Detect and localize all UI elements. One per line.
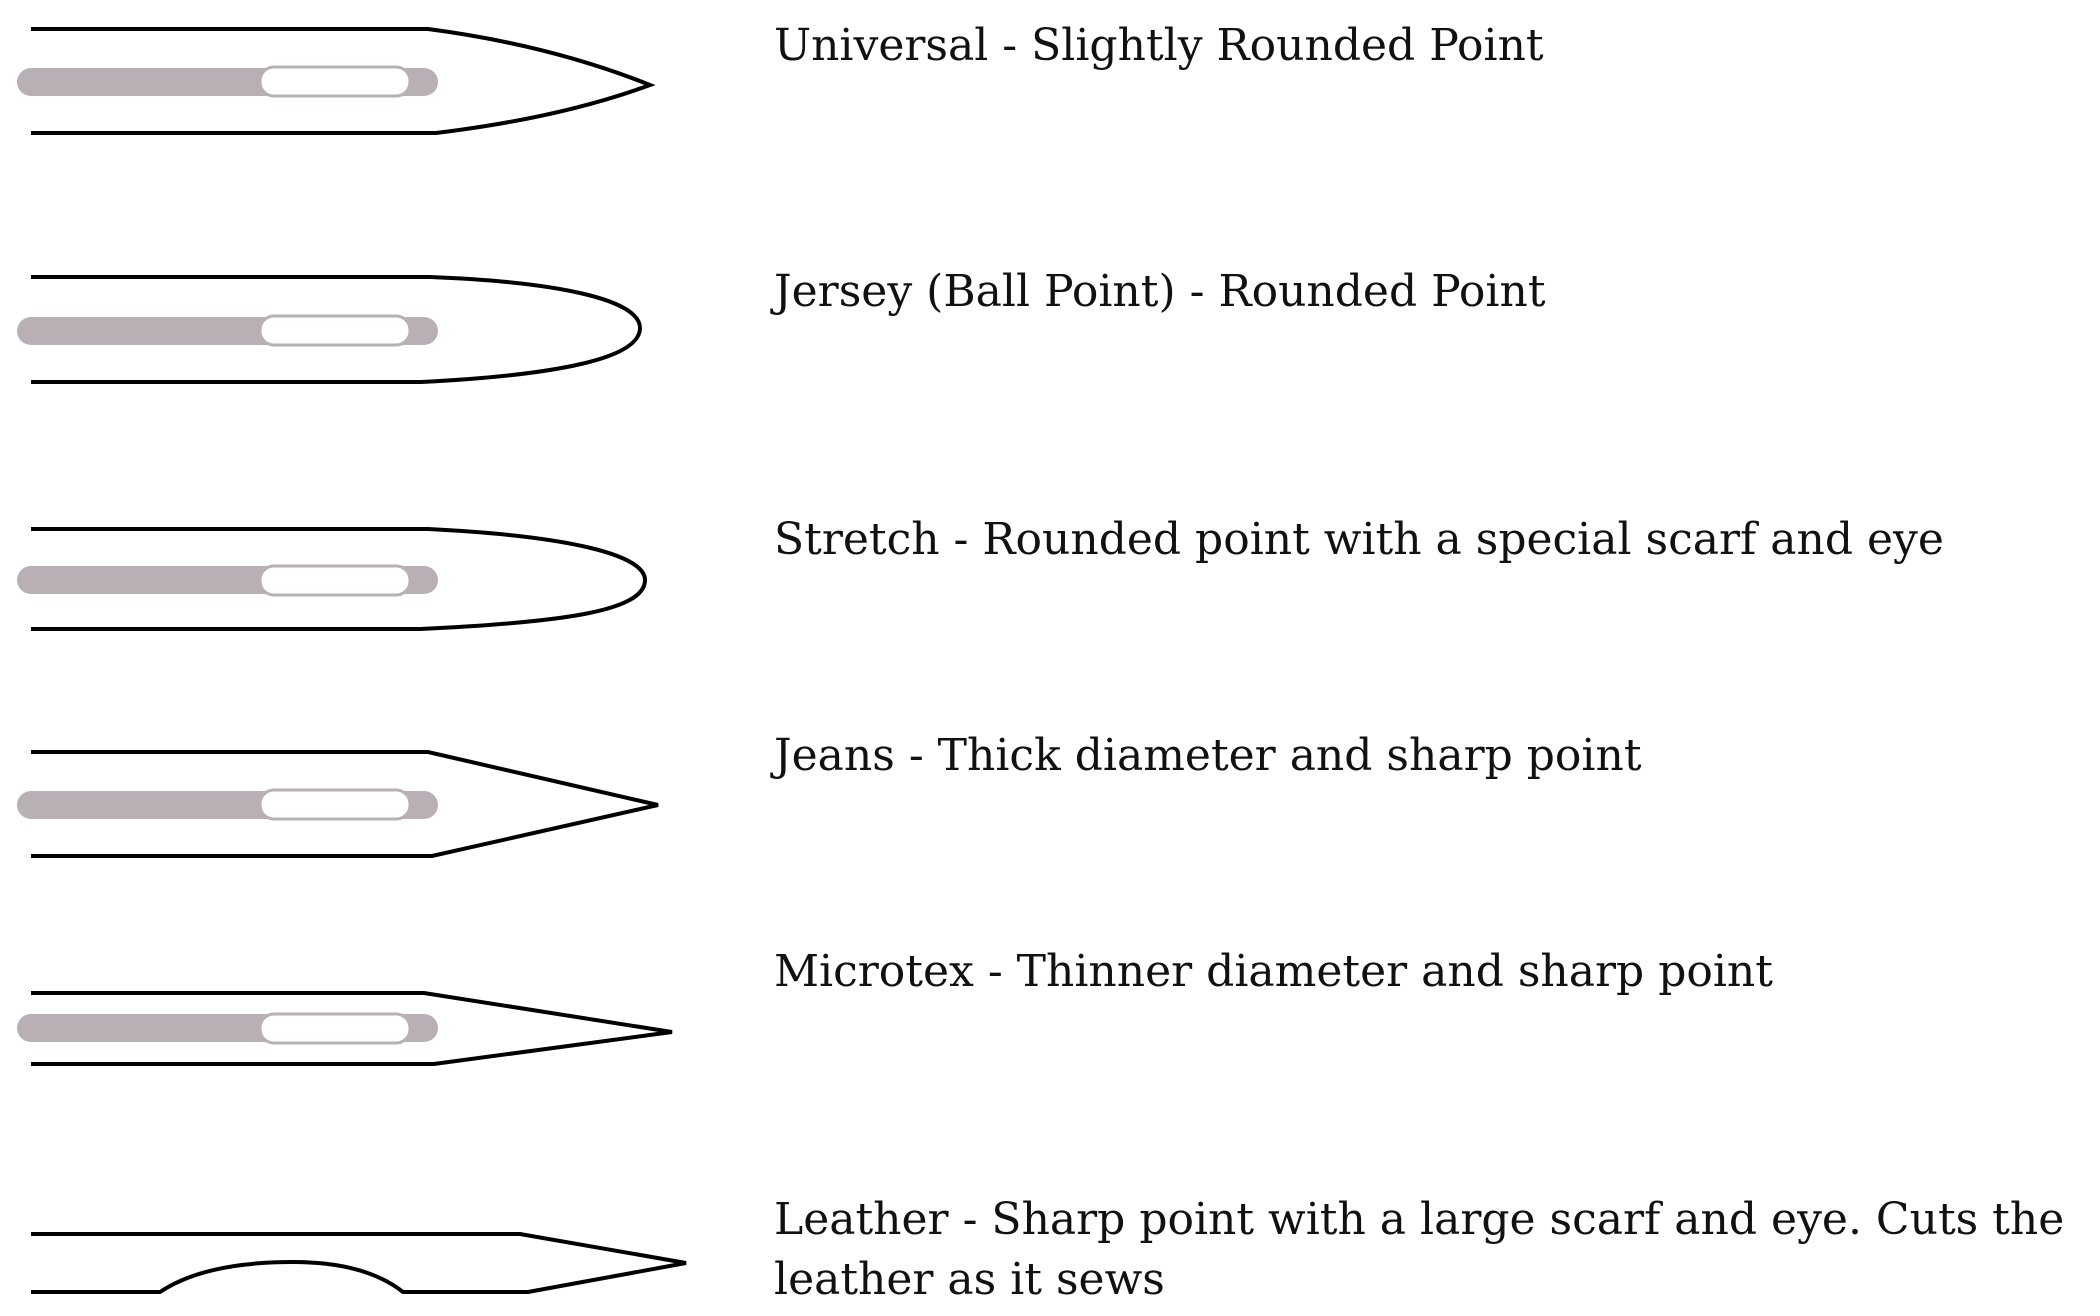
jersey-needle-eye <box>260 316 410 345</box>
leather-needle <box>31 1234 686 1292</box>
stretch-label: Stretch - Rounded point with a special scarf and eye <box>774 514 1944 565</box>
universal-label: Universal - Slightly Rounded Point <box>774 20 1544 71</box>
microtex-label: Microtex - Thinner diameter and sharp point <box>774 946 1773 997</box>
microtex-needle <box>31 993 672 1064</box>
stretch-needle-eye <box>260 566 410 595</box>
jeans-needle-eye <box>260 790 410 819</box>
microtex-needle-eye <box>260 1014 410 1043</box>
jeans-needle <box>31 752 658 856</box>
jeans-label: Jeans - Thick diameter and sharp point <box>774 730 1642 781</box>
jersey-needle <box>31 277 640 382</box>
universal-needle-eye <box>260 67 410 96</box>
stretch-needle <box>31 529 645 629</box>
universal-needle <box>31 29 650 133</box>
jersey-label: Jersey (Ball Point) - Rounded Point <box>774 266 1546 317</box>
leather-label: Leather - Sharp point with a large scarf and eye. Cuts the leather as it sews <box>774 1194 2065 1305</box>
leather-needle-outline <box>31 1234 686 1292</box>
